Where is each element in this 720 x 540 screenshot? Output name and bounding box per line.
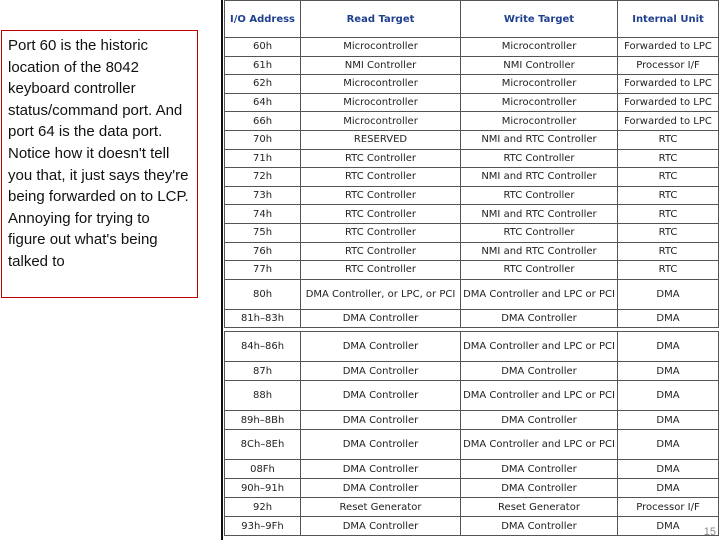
- cell-io-address: 81h–83h: [225, 309, 301, 327]
- cell-write-target: Microcontroller: [461, 75, 618, 94]
- cell-write-target: DMA Controller and LPC or PCI: [461, 332, 618, 362]
- cell-read-target: DMA Controller: [301, 460, 461, 479]
- cell-write-target: Microcontroller: [461, 112, 618, 131]
- cell-write-target: RTC Controller: [461, 223, 618, 242]
- cell-io-address: 77h: [225, 261, 301, 280]
- cell-io-address: 66h: [225, 112, 301, 131]
- cell-io-address: 84h–86h: [225, 332, 301, 362]
- cell-internal-unit: RTC: [618, 130, 719, 149]
- cell-write-target: Microcontroller: [461, 38, 618, 57]
- cell-internal-unit: RTC: [618, 242, 719, 261]
- table-row: [225, 517, 719, 536]
- cell-read-target: RTC Controller: [301, 242, 461, 261]
- table-row: [225, 75, 719, 94]
- cell-write-target: NMI Controller: [461, 56, 618, 75]
- table-row: [225, 149, 719, 168]
- cell-write-target: Microcontroller: [461, 93, 618, 112]
- cell-internal-unit: DMA: [618, 279, 719, 309]
- table-header-row: [225, 1, 719, 38]
- cell-internal-unit: Forwarded to LPC: [618, 112, 719, 131]
- table-row: [225, 186, 719, 205]
- annotation-note: Port 60 is the historic location of the 8042 keyboard controller status/command port. And port 64 is the data port. Notice how it doesn't tell you that, it just says they're being forwarded on to LCP. Annoying for trying to figure out what's being talked to: [1, 30, 198, 298]
- cell-internal-unit: Processor I/F: [618, 498, 719, 517]
- cell-io-address: 64h: [225, 93, 301, 112]
- cell-write-target: NMI and RTC Controller: [461, 242, 618, 261]
- cell-read-target: RTC Controller: [301, 168, 461, 187]
- table-row: [225, 56, 719, 75]
- header-internal-unit: Internal Unit: [618, 1, 719, 38]
- table-row: [225, 279, 719, 309]
- table-row: [225, 168, 719, 187]
- cell-internal-unit: Forwarded to LPC: [618, 93, 719, 112]
- cell-internal-unit: DMA: [618, 362, 719, 381]
- cell-internal-unit: DMA: [618, 309, 719, 327]
- cell-read-target: DMA Controller, or LPC, or PCI: [301, 279, 461, 309]
- cell-read-target: Microcontroller: [301, 112, 461, 131]
- table-row: [225, 130, 719, 149]
- cell-write-target: DMA Controller and LPC or PCI: [461, 381, 618, 411]
- cell-internal-unit: RTC: [618, 261, 719, 280]
- cell-io-address: 60h: [225, 38, 301, 57]
- table-row: [225, 261, 719, 280]
- cell-write-target: RTC Controller: [461, 149, 618, 168]
- table-row: [225, 411, 719, 430]
- cell-write-target: DMA Controller: [461, 411, 618, 430]
- cell-read-target: DMA Controller: [301, 332, 461, 362]
- cell-write-target: Reset Generator: [461, 498, 618, 517]
- cell-write-target: DMA Controller and LPC or PCI: [461, 279, 618, 309]
- cell-write-target: RTC Controller: [461, 261, 618, 280]
- cell-read-target: DMA Controller: [301, 517, 461, 536]
- cell-write-target: DMA Controller: [461, 362, 618, 381]
- cell-write-target: NMI and RTC Controller: [461, 168, 618, 187]
- header-io-address: I/O Address: [225, 1, 301, 38]
- table-row: [225, 309, 719, 327]
- cell-read-target: Microcontroller: [301, 75, 461, 94]
- table-row: [225, 242, 719, 261]
- cell-write-target: NMI and RTC Controller: [461, 205, 618, 224]
- cell-internal-unit: Forwarded to LPC: [618, 38, 719, 57]
- cell-internal-unit: RTC: [618, 205, 719, 224]
- cell-write-target: RTC Controller: [461, 186, 618, 205]
- io-port-table-bottom: [224, 331, 719, 536]
- cell-read-target: RTC Controller: [301, 261, 461, 280]
- table-row: [225, 112, 719, 131]
- table-row: [225, 498, 719, 517]
- page-number: 15: [703, 526, 716, 538]
- cell-internal-unit: DMA: [618, 430, 719, 460]
- cell-io-address: 74h: [225, 205, 301, 224]
- cell-io-address: 80h: [225, 279, 301, 309]
- table-row: [225, 381, 719, 411]
- cell-internal-unit: DMA: [618, 460, 719, 479]
- cell-io-address: 92h: [225, 498, 301, 517]
- cell-read-target: Microcontroller: [301, 38, 461, 57]
- cell-internal-unit: DMA: [618, 381, 719, 411]
- cell-io-address: 71h: [225, 149, 301, 168]
- table-row: [225, 223, 719, 242]
- cell-read-target: RTC Controller: [301, 205, 461, 224]
- cell-io-address: 76h: [225, 242, 301, 261]
- cell-io-address: 61h: [225, 56, 301, 75]
- cell-read-target: NMI Controller: [301, 56, 461, 75]
- header-read-target: Read Target: [301, 1, 461, 38]
- cell-io-address: 72h: [225, 168, 301, 187]
- cell-read-target: Reset Generator: [301, 498, 461, 517]
- cell-read-target: DMA Controller: [301, 362, 461, 381]
- cell-write-target: DMA Controller: [461, 479, 618, 498]
- table-row: [225, 93, 719, 112]
- cell-read-target: RESERVED: [301, 130, 461, 149]
- cell-io-address: 87h: [225, 362, 301, 381]
- cell-internal-unit: DMA: [618, 411, 719, 430]
- cell-write-target: NMI and RTC Controller: [461, 130, 618, 149]
- cell-write-target: DMA Controller: [461, 460, 618, 479]
- table-row: [225, 332, 719, 362]
- table-row: [225, 430, 719, 460]
- table-row: [225, 205, 719, 224]
- cell-read-target: DMA Controller: [301, 430, 461, 460]
- cell-read-target: DMA Controller: [301, 411, 461, 430]
- cell-internal-unit: RTC: [618, 186, 719, 205]
- table-row: [225, 362, 719, 381]
- cell-io-address: 88h: [225, 381, 301, 411]
- cell-internal-unit: DMA: [618, 479, 719, 498]
- cell-read-target: RTC Controller: [301, 223, 461, 242]
- cell-io-address: 70h: [225, 130, 301, 149]
- cell-internal-unit: Forwarded to LPC: [618, 75, 719, 94]
- cell-internal-unit: DMA: [618, 517, 719, 536]
- cell-io-address: 73h: [225, 186, 301, 205]
- cell-write-target: DMA Controller: [461, 517, 618, 536]
- cell-io-address: 75h: [225, 223, 301, 242]
- cell-internal-unit: DMA: [618, 332, 719, 362]
- cell-read-target: DMA Controller: [301, 309, 461, 327]
- cell-internal-unit: RTC: [618, 149, 719, 168]
- cell-read-target: Microcontroller: [301, 93, 461, 112]
- cell-internal-unit: RTC: [618, 168, 719, 187]
- cell-read-target: DMA Controller: [301, 381, 461, 411]
- cell-write-target: DMA Controller: [461, 309, 618, 327]
- cell-io-address: 08Fh: [225, 460, 301, 479]
- cell-io-address: 90h–91h: [225, 479, 301, 498]
- cell-write-target: DMA Controller and LPC or PCI: [461, 430, 618, 460]
- cell-read-target: RTC Controller: [301, 149, 461, 168]
- table-row: [225, 479, 719, 498]
- cell-io-address: 62h: [225, 75, 301, 94]
- cell-io-address: 8Ch–8Eh: [225, 430, 301, 460]
- cell-read-target: DMA Controller: [301, 479, 461, 498]
- cell-internal-unit: Processor I/F: [618, 56, 719, 75]
- header-write-target: Write Target: [461, 1, 618, 38]
- table-row: [225, 38, 719, 57]
- cell-io-address: 93h–9Fh: [225, 517, 301, 536]
- cell-read-target: RTC Controller: [301, 186, 461, 205]
- cell-io-address: 89h–8Bh: [225, 411, 301, 430]
- io-port-table-top: [224, 0, 719, 328]
- cell-internal-unit: RTC: [618, 223, 719, 242]
- table-row: [225, 460, 719, 479]
